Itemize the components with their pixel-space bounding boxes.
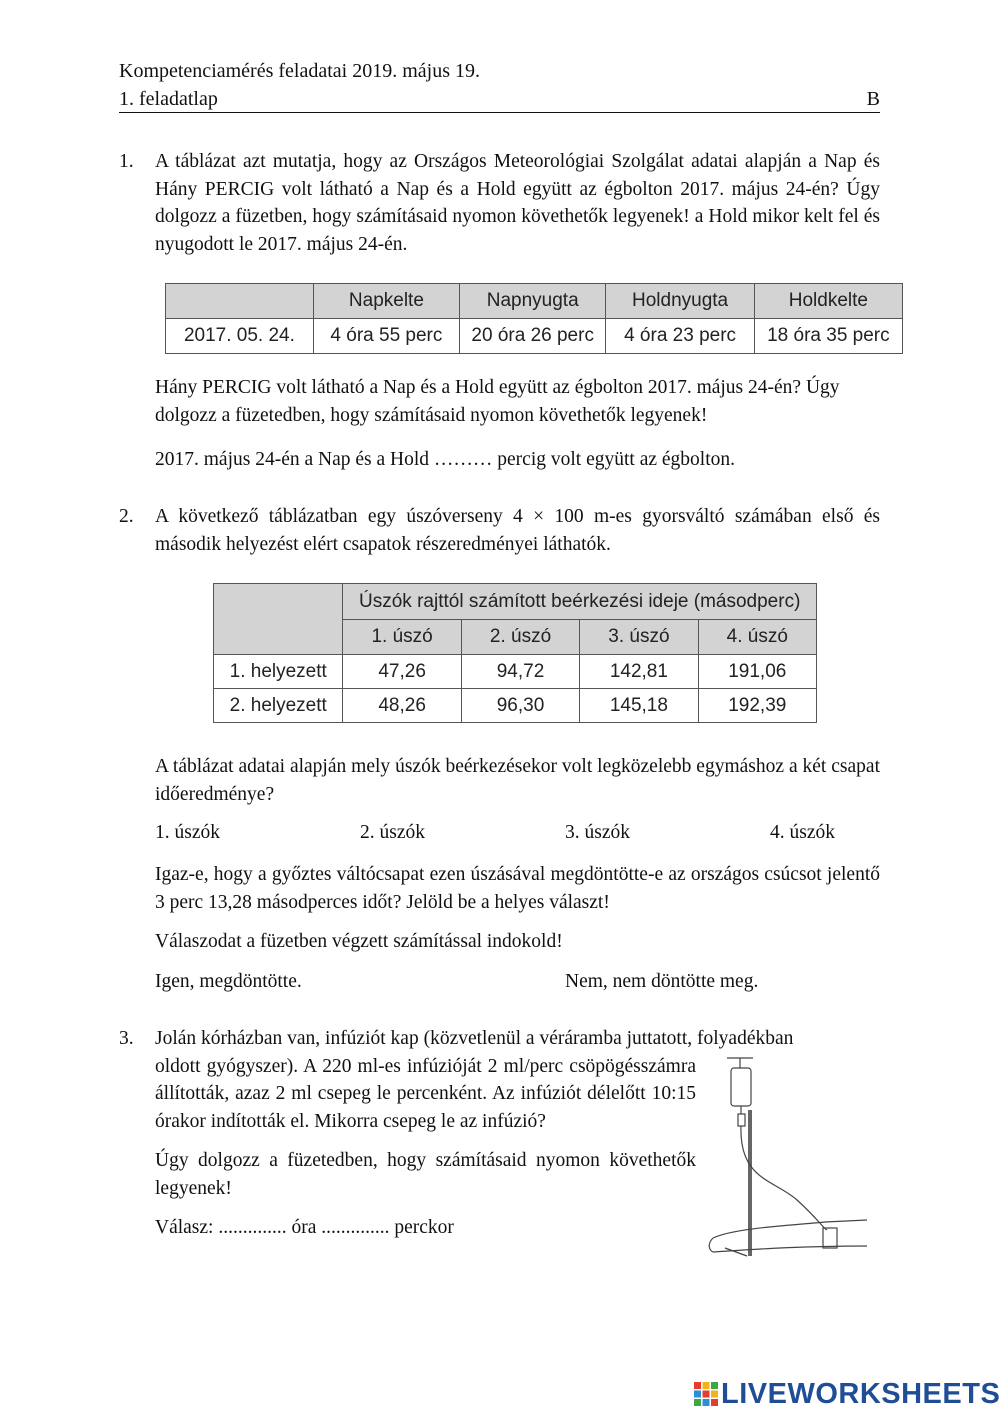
- table-cell: 4 óra 23 perc: [606, 319, 754, 354]
- table-cell: 142,81: [580, 655, 698, 689]
- table-row: [166, 319, 903, 354]
- task-number: 3.: [119, 1028, 134, 1049]
- table-header-row: [214, 584, 817, 620]
- task-2-intro: A következő táblázatban egy úszóverseny 4 × 100 m-es gyorsváltó számában első és második helyezést elért csapatok részeredményei láthatók.: [155, 506, 880, 555]
- variant-label: B: [866, 88, 880, 110]
- swimmer-options: [155, 819, 880, 847]
- header-title: Kompetenciamérés feladatai 2019. május 19.: [119, 60, 480, 82]
- table-row-label: 1. helyezett: [214, 655, 343, 689]
- table-cell: 20 óra 26 perc: [460, 319, 606, 354]
- table-cell: 48,26: [343, 689, 461, 723]
- task-1-question: Hány PERCIG volt látható a Nap és a Hold együtt az égbolton 2017. május 24-én? Úgy dolgozz a füzetedben, hogy számításaid nyomon követhetők legyenek!: [155, 377, 840, 426]
- table-cell: 96,30: [461, 689, 579, 723]
- table-cell: 4 óra 55 perc: [313, 319, 459, 354]
- table-title-cell: Úszók rajttól számított beérkezési ideje (másodperc): [343, 584, 817, 620]
- logo-icon: [693, 1381, 719, 1407]
- task-3-instruction: Úgy dolgozz a füzetedben, hogy számításaid nyomon követhetők legyenek!: [155, 1150, 696, 1199]
- task-1-answer-line: 2017. május 24-én a Nap és a Hold ……… percig volt együtt az égbolton.: [155, 449, 735, 470]
- iv-drip-illustration: [705, 1050, 875, 1265]
- task-2-question-2: Igaz-e, hogy a győztes váltócsapat ezen úszásával megdöntötte-e az országos csúcsot jelentő 3 perc 13,28 másodperces időt? Jelöld be a helyes választ!: [155, 864, 880, 913]
- sheet-label: 1. feladatlap: [119, 88, 218, 110]
- table-header-cell: Holdnyugta: [606, 284, 754, 319]
- option-swimmer-2[interactable]: 2. úszók: [360, 822, 425, 843]
- task-2-instruction: Válaszodat a füzetben végzett számítással indokold!: [155, 931, 563, 952]
- table-row-label: 2. helyezett: [214, 689, 343, 723]
- table-cell: 192,39: [698, 689, 816, 723]
- swimming-results-table: [213, 583, 817, 723]
- option-swimmer-4[interactable]: 4. úszók: [770, 822, 835, 843]
- record-choice-options: [155, 968, 880, 996]
- task-3-answer-line: Válasz: .............. óra .............. perckor: [155, 1217, 454, 1238]
- table-cell: 18 óra 35 perc: [754, 319, 902, 354]
- table-cell: 2017. 05. 24.: [166, 319, 314, 354]
- choice-no[interactable]: Nem, nem döntötte meg.: [565, 971, 759, 992]
- table-row: [214, 655, 817, 689]
- table-corner-cell: [214, 584, 343, 655]
- table-cell: 94,72: [461, 655, 579, 689]
- table-header-cell: 2. úszó: [461, 620, 579, 655]
- table-header-cell: 1. úszó: [343, 620, 461, 655]
- logo-text: LIVEWORKSHEETS: [721, 1377, 1000, 1410]
- table-cell: 191,06: [698, 655, 816, 689]
- table-header-row: [166, 284, 903, 319]
- table-header-cell: 4. úszó: [698, 620, 816, 655]
- table-header-cell: Napkelte: [313, 284, 459, 319]
- table-header-cell: Napnyugta: [460, 284, 606, 319]
- table-header-cell: 3. úszó: [580, 620, 698, 655]
- moon-sun-table: [165, 283, 903, 354]
- option-swimmer-3[interactable]: 3. úszók: [565, 822, 630, 843]
- table-row: [214, 689, 817, 723]
- task-number: 1.: [119, 151, 134, 172]
- table-header-cell: [166, 284, 314, 319]
- table-cell: 47,26: [343, 655, 461, 689]
- choice-yes[interactable]: Igen, megdöntötte.: [155, 971, 302, 992]
- table-header-cell: Holdkelte: [754, 284, 902, 319]
- table-cell: 145,18: [580, 689, 698, 723]
- task-2-question-1: A táblázat adatai alapján mely úszók beérkezésekor volt legközelebb egymáshoz a két csapat időeredménye?: [155, 756, 880, 805]
- task-3-text: oldott gyógyszer). A 220 ml-es infúzióját 2 ml/perc csöpögésszámra állították, azaz 2 ml csepeg le percenként. Az infúziót délelőtt 10:15 órakor indították el. Mikorra csepeg le az infúzió?: [155, 1055, 696, 1132]
- task-number: 2.: [119, 506, 134, 527]
- header-sheet-line: [119, 88, 880, 113]
- task-1-intro: A táblázat azt mutatja, hogy az Országos Meteorológiai Szolgálat adatai alapján a Nap és Hány PERCIG volt látható a Nap és a Hold együtt az égbolton 2017. május 24-én? Úgy dolgozz a füzetben, hogy számításaid nyomon követhetők legyenek! a Hold mikor kelt fel és nyugodott le 2017. május 24-én.: [155, 151, 880, 255]
- task-3-first-line: Jolán kórházban van, infúziót kap (közvetlenül a véráramba juttatott, folyadékban: [155, 1028, 794, 1049]
- option-swimmer-1[interactable]: 1. úszók: [155, 822, 220, 843]
- liveworksheets-logo: [693, 1378, 1000, 1410]
